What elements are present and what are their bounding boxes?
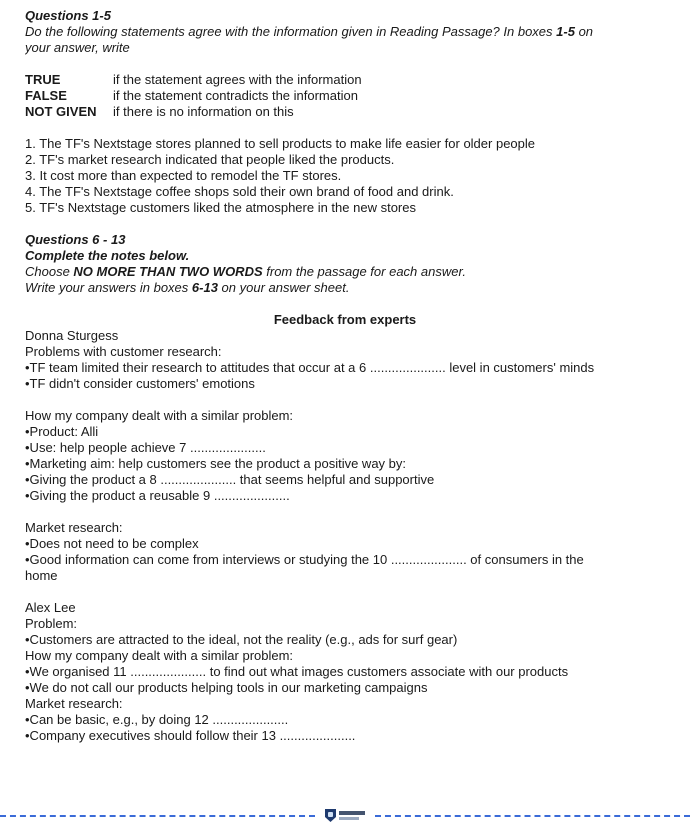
spacer	[25, 296, 665, 312]
note-line: •Marketing aim: help customers see the product a positive way by:	[25, 456, 407, 471]
note-line: •Does not need to be complex	[25, 536, 199, 551]
key-row	[25, 104, 665, 120]
note-line	[25, 504, 665, 520]
note-line: •Use: help people achieve 7 .....................	[25, 440, 266, 455]
questions-1-5-instructions-line2: your answer, write	[25, 40, 130, 55]
spacer	[25, 216, 665, 232]
questions-6-13-title: Questions 6 - 13	[25, 232, 126, 247]
statement: 2. TF's market research indicated that people liked the products.	[25, 152, 395, 167]
note-line: Alex Lee	[25, 600, 76, 615]
logo-text-line	[339, 811, 365, 815]
note-line: •Customers are attracted to the ideal, not the reality (e.g., ads for surf gear)	[25, 632, 458, 647]
notes-box	[25, 328, 665, 744]
note-line: Problems with customer research:	[25, 344, 222, 359]
divider-dash-right	[375, 815, 690, 817]
shield-icon	[325, 809, 336, 822]
instructions-text: Do the following statements agree with the information given in Reading Passage? In boxes	[25, 24, 557, 39]
note-line: Market research:	[25, 520, 123, 535]
note-line	[25, 584, 665, 600]
key-label: TRUE	[25, 72, 61, 87]
boxes-range: 1-5	[556, 24, 575, 39]
spacer	[25, 56, 665, 72]
key-label: NOT GIVEN	[25, 104, 97, 119]
note-line: •We organised 11 ..................... to find out what images customers associate with our products	[25, 664, 569, 679]
note-line	[25, 392, 665, 408]
logo-text-line	[339, 817, 359, 820]
questions-6-13-subtitle: Complete the notes below.	[25, 248, 190, 263]
note-line: •Good information can come from interviews or studying the 10 ..................... of consumers in the	[25, 552, 584, 567]
instructions-text: Write your answers in boxes	[25, 280, 192, 295]
note-line: How my company dealt with a similar problem:	[25, 408, 294, 423]
note-line: •Can be basic, e.g., by doing 12 .....................	[25, 712, 289, 727]
instructions-text: on your answer sheet.	[217, 280, 350, 295]
key-label: FALSE	[25, 88, 67, 103]
true-false-key	[25, 72, 665, 120]
statement: 4. The TF's Nextstage coffee shops sold their own brand of food and drink.	[25, 184, 454, 199]
note-line: Market research:	[25, 696, 123, 711]
note-line: Donna Sturgess	[25, 328, 119, 343]
statement: 5. TF's Nextstage customers liked the atmosphere in the new stores	[25, 200, 416, 215]
statements-list	[25, 136, 665, 216]
note-line: •Giving the product a 8 ..................... that seems helpful and supportive	[25, 472, 435, 487]
spacer	[25, 120, 665, 136]
note-line: •Product: Alli	[25, 424, 99, 439]
key-row	[25, 72, 665, 88]
notes-title: Feedback from experts	[273, 312, 417, 327]
note-line: •TF team limited their research to attitudes that occur at a 6 ..................... level in customers' minds	[25, 360, 595, 375]
questions-6-13-section	[25, 232, 665, 744]
note-line: •Company executives should follow their 13 .....................	[25, 728, 356, 743]
key-description: if the statement agrees with the information	[113, 72, 362, 87]
footer-divider	[0, 809, 690, 822]
note-line: How my company dealt with a similar problem:	[25, 648, 294, 663]
statement: 1. The TF's Nextstage stores planned to sell products to make life easier for older people	[25, 136, 535, 151]
divider-dash-left	[0, 815, 315, 817]
key-row	[25, 88, 665, 104]
questions-1-5-instructions-line1	[25, 24, 665, 40]
statement: 3. It cost more than expected to remodel the TF stores.	[25, 168, 342, 183]
questions-1-5-section	[25, 8, 665, 232]
note-line: home	[25, 568, 58, 583]
word-limit: NO MORE THAN TWO WORDS	[73, 264, 263, 279]
key-description: if the statement contradicts the information	[113, 88, 358, 103]
instructions-text: Choose	[25, 264, 74, 279]
logo-text-mark	[339, 811, 365, 820]
note-line: •Giving the product a reusable 9 .....................	[25, 488, 290, 503]
note-line: •TF didn't consider customers' emotions	[25, 376, 255, 391]
instructions-text: on	[574, 24, 594, 39]
write-instruction	[25, 280, 665, 296]
footer-logo	[325, 809, 365, 822]
choose-instruction	[25, 264, 665, 280]
note-line: Problem:	[25, 616, 78, 631]
questions-1-5-title: Questions 1-5	[25, 8, 111, 23]
note-line: •We do not call our products helping tools in our marketing campaigns	[25, 680, 428, 695]
instructions-text: from the passage for each answer.	[262, 264, 466, 279]
boxes-range: 6-13	[191, 280, 218, 295]
key-description: if there is no information on this	[113, 104, 294, 119]
